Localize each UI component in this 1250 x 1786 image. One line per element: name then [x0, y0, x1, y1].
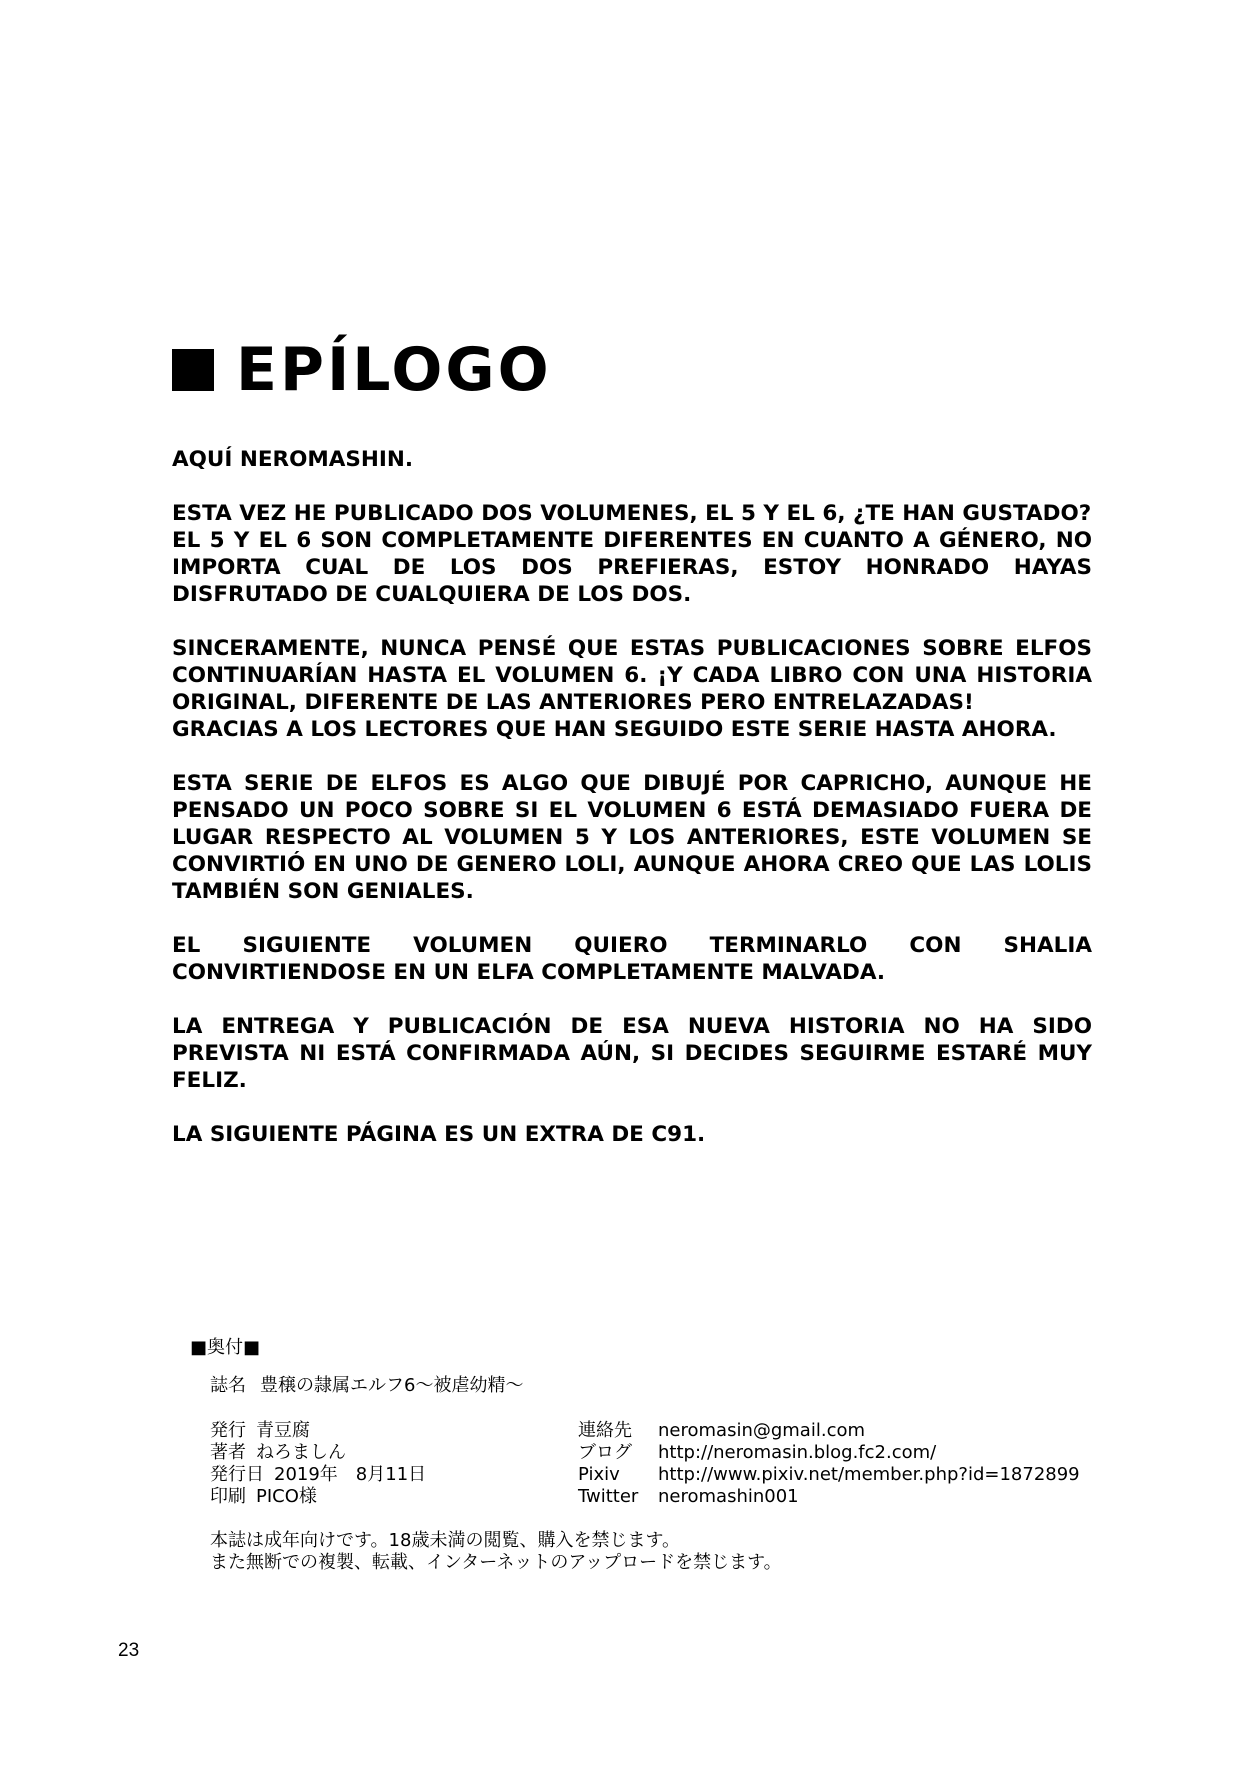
info-key: 印刷: [210, 1486, 246, 1507]
contact-row: [578, 1486, 1080, 1508]
epilogue-paragraph: SINCERAMENTE, NUNCA PENSÉ QUE ESTAS PUBLICACIONES SOBRE ELFOS CONTINUARÍAN HASTA EL VOLUMEN 6. ¡Y CADA LIBRO CON UNA HISTORIA ORIGINAL, DIFERENTE DE LAS ANTERIORES PERO ENTRELAZADAS! GRACIAS A LOS LECTORES QUE HAN SEGUIDO ESTE SERIE HASTA AHORA.: [172, 636, 1092, 742]
contact-info: [578, 1420, 1080, 1508]
info-row: [210, 1486, 578, 1508]
info-key: 著者: [210, 1442, 246, 1463]
info-row: [210, 1420, 578, 1442]
info-value: 青豆腐: [256, 1420, 310, 1441]
contact-value: neromashin001: [658, 1486, 799, 1507]
epilogue-paragraph: LA ENTREGA Y PUBLICACIÓN DE ESA NUEVA HISTORIA NO HA SIDO PREVISTA NI ESTÁ CONFIRMADA AÚN, SI DECIDES SEGUIRME ESTARÉ MUY FELIZ.: [172, 1014, 1092, 1093]
epilogue-paragraph: ESTA VEZ HE PUBLICADO DOS VOLUMENES, EL 5 Y EL 6, ¿TE HAN GUSTADO? EL 5 Y EL 6 SON COMPLETAMENTE DIFERENTES EN CUANTO A GÉNERO, NO IMPORTA CUAL DE LOS DOS PREFIERAS, ESTOY HONRADO HAYAS DISFRUTADO DE CUALQUIERA DE LOS DOS.: [172, 501, 1092, 607]
magazine-label: 誌名: [210, 1375, 246, 1396]
contact-key: Pixiv: [578, 1464, 620, 1485]
contact-value: http://www.pixiv.net/member.php?id=1872899: [658, 1464, 1080, 1485]
epilogue-title: EPÍLOGO: [236, 335, 552, 405]
epilogue-paragraph: LA SIGUIENTE PÁGINA ES UN EXTRA DE C91.: [172, 1122, 706, 1147]
info-key: 発行日: [210, 1464, 264, 1485]
epilogue-section: [172, 330, 1092, 1175]
contact-key: ブログ: [578, 1442, 632, 1463]
notice-line: 本誌は成年向けです。18歳未満の閲覧、購入を禁じます。: [210, 1530, 681, 1551]
contact-value: neromasin@gmail.com: [658, 1420, 866, 1441]
contact-row: [578, 1442, 1080, 1464]
contact-key: 連絡先: [578, 1420, 632, 1441]
info-row: [210, 1442, 578, 1464]
info-key: 発行: [210, 1420, 246, 1441]
info-value: PICO様: [256, 1486, 317, 1507]
notice: [210, 1530, 1090, 1574]
info-row: [210, 1464, 578, 1486]
notice-line: また無断での複製、転載、インターネットのアップロードを禁じます。: [210, 1552, 782, 1573]
square-bullet-icon: [172, 349, 214, 391]
epilogue-paragraph: ESTA SERIE DE ELFOS ES ALGO QUE DIBUJÉ POR CAPRICHO, AUNQUE HE PENSADO UN POCO SOBRE SI EL VOLUMEN 6 ESTÁ DEMASIADO FUERA DE LUGAR RESPECTO AL VOLUMEN 5 Y LOS ANTERIORES, ESTE VOLUMEN SE CONVIRTIÓ EN UNO DE GENERO LOLI, AUNQUE AHORA CREO QUE LAS LOLIS TAMBIÉN SON GENIALES.: [172, 771, 1092, 904]
contact-row: [578, 1464, 1080, 1486]
page-number: 23: [118, 1640, 140, 1661]
colophon: [190, 1337, 1090, 1574]
contact-key: Twitter: [578, 1486, 639, 1507]
contact-row: [578, 1420, 1080, 1442]
magazine-line: [210, 1375, 1090, 1397]
contact-value: http://neromasin.blog.fc2.com/: [658, 1442, 937, 1463]
info-value: ねろましん: [256, 1442, 346, 1463]
colophon-title: ■奥付■: [190, 1337, 261, 1358]
epilogue-heading: [172, 330, 1092, 410]
colophon-columns: [210, 1420, 1090, 1508]
epilogue-paragraph: AQUÍ NEROMASHIN.: [172, 447, 414, 472]
magazine-name: 豊穣の隷属エルフ6～被虐幼精～: [260, 1375, 524, 1396]
epilogue-paragraph: EL SIGUIENTE VOLUMEN QUIERO TERMINARLO CON SHALIA CONVIRTIENDOSE EN UN ELFA COMPLETAMENTE MALVADA.: [172, 933, 1092, 985]
publication-info: [210, 1420, 578, 1508]
info-value: 2019年 8月11日: [274, 1464, 427, 1485]
